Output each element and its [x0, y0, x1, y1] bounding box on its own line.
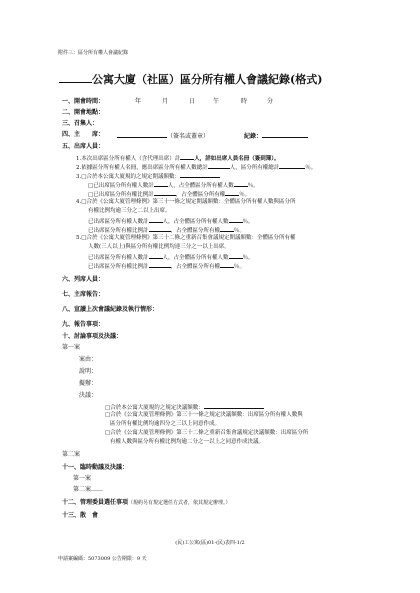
- t: □合於本公寓大廈規約之規定決議額數：: [105, 405, 204, 411]
- report-items-label: 九、報告事項：: [62, 321, 105, 328]
- resolution-option-2: □合於《公寓大廈管理條例》第三十一條之規定決議額數：出席區分所有權人數與: [105, 412, 303, 418]
- attendance-5b: [88, 261, 245, 271]
- resolution-option-3b: 有權人數與區分所有權比例均逾二分之一以上之同意作成決議。: [110, 439, 265, 445]
- meeting-time-label: 一、開會時間：: [62, 98, 105, 105]
- resolution-option-3: □合於《公寓大廈管理條例》第三十二條之重新召集會議規定決議額數：出席區分所: [105, 430, 309, 436]
- title-text: 公寓大廈（社區）區分所有權人會議紀錄(格式): [92, 73, 323, 86]
- document-title: [59, 71, 322, 87]
- blank: [149, 216, 163, 223]
- meeting-month: 月: [162, 98, 169, 105]
- committee-election-note: （規約另有規定選任方式者，依其規定辦理。）: [128, 500, 231, 506]
- t: ，占全體區分所有權: [170, 228, 221, 234]
- t: 已出席區分所有權比例計: [88, 228, 149, 234]
- extempore-case-2: 第二案……: [73, 486, 104, 493]
- building-name-blank: [59, 71, 92, 83]
- chairperson-blank: [117, 131, 167, 138]
- t: □已出席區分所有權人數計: [88, 183, 154, 189]
- t: □已出席區分所有權比例計: [88, 192, 154, 198]
- resolution-option-2b: 區分所有權比例均逾四分之三以上同意作成。: [110, 421, 221, 427]
- t: ％。: [239, 192, 251, 198]
- blank: [220, 225, 234, 232]
- recorder-label: 紀錄：: [244, 133, 263, 140]
- case-proposal-label: 擬辦：: [79, 380, 98, 387]
- t: ％。: [247, 183, 259, 189]
- recorder-field: [244, 131, 308, 141]
- sign-note: （簽名或蓋章）: [167, 133, 210, 140]
- attendance-line-4: 4.□合於《公寓大廈管理條例》第三十一條之規定開議額數：全體區分所有權人數與區分所: [76, 199, 296, 205]
- attendance-2-text-b: 人，區分所有權總計: [229, 165, 280, 171]
- blank: [234, 180, 248, 187]
- attendance-line-5: 5.□合於《公寓大廈管理條例》第三十二條之重新召集會議規定開議額數：全體區分所有權: [76, 235, 296, 241]
- chairperson-field: [117, 131, 209, 141]
- blank: [229, 252, 243, 259]
- extempore-motions-label: 十一、臨時動議及決議：: [62, 464, 129, 471]
- case-description-label: 說明：: [79, 368, 98, 375]
- convener-label: 三、召集人：: [62, 120, 99, 127]
- blank: [149, 261, 171, 268]
- committee-election: [62, 499, 231, 507]
- attachment-label: 附件三：區分所有權人會議紀錄: [58, 50, 129, 56]
- observers-label: 六、列席人員：: [62, 276, 105, 283]
- t: ％。: [234, 228, 246, 234]
- t: 人，占全體區分所有權人數: [162, 255, 229, 261]
- discussion-label: 十、討論事項及決議：: [62, 333, 123, 340]
- meeting-ampm: 午: [213, 98, 220, 105]
- blank: [225, 189, 239, 196]
- meeting-hour: 時: [241, 98, 248, 105]
- blank: [220, 261, 234, 268]
- attendance-line-4b: 有權比例均逾三分之二以上出席。: [88, 208, 171, 214]
- blank: [180, 153, 194, 160]
- chairperson-label: 四、主 席：: [62, 131, 105, 138]
- adjournment-label: 十三、散 會: [62, 512, 99, 519]
- t: ，占全體區分所有權: [175, 192, 226, 198]
- t: ％。: [242, 219, 254, 225]
- blank: [279, 162, 305, 169]
- t: ％。: [234, 264, 246, 270]
- case-1-label: 第一案: [62, 344, 81, 351]
- application-reference: 申請案編碼：5073009 公告期限：9 天: [58, 556, 147, 562]
- attendance-3-text: 3.□合於本公寓大廈規約之規定開議額數：: [76, 174, 180, 180]
- recorder-blank: [262, 131, 308, 138]
- blank: [154, 189, 176, 196]
- blank: [180, 171, 220, 178]
- t: 已出席區分所有權比例計: [88, 264, 149, 270]
- case-2-label: 第二案: [62, 451, 81, 458]
- attendance-2-text: 2.依據區分所有權人名冊，應出席區分所有權人數總計: [76, 165, 208, 171]
- t: 人，占全體區分所有權人數: [167, 183, 234, 189]
- meeting-year: 年: [135, 98, 142, 105]
- t: 已出席區分所有權人數計: [88, 219, 149, 225]
- meeting-day: 日: [189, 98, 196, 105]
- attendees-label: 五、出席人員：: [62, 143, 105, 150]
- t: ％。: [242, 255, 254, 261]
- previous-minutes-label: 八、宣讀上次會議紀錄及執行情形：: [62, 306, 159, 313]
- chair-report-label: 七、主席報告：: [62, 291, 105, 298]
- form-code: (民)工公寓(區)01-(民)表四-1/2: [175, 540, 245, 546]
- committee-election-label: 十二、管理委員選任事項: [62, 499, 129, 506]
- attendance-1-text: 1.本次出席區分所有權人（含代理出席）計: [76, 156, 181, 162]
- blank: [154, 180, 168, 187]
- case-topic-label: 案由：: [79, 356, 98, 363]
- t: 已出席區分所有權人數計: [88, 255, 149, 261]
- blank: [229, 216, 243, 223]
- t: ，占全體區分所有權: [170, 264, 221, 270]
- extempore-case-1: 第一案: [73, 475, 92, 482]
- blank: [149, 252, 163, 259]
- blank: [149, 225, 171, 232]
- meeting-place-label: 二、開會地點：: [62, 109, 105, 116]
- attendance-1-roster: 人，詳如出席人員名冊（簽到簿）。: [194, 156, 280, 162]
- blank: [208, 162, 230, 169]
- attendance-2-text-c: ％。: [305, 165, 317, 171]
- blank: [204, 402, 264, 409]
- meeting-minute: 分: [267, 98, 274, 105]
- case-resolution-label: 決議：: [79, 392, 98, 399]
- t: 人，占全體區分所有權人數: [162, 219, 229, 225]
- attendance-line-5b: 人數(三人以上)與區分所有權比例均達三分之一以上出席。: [88, 244, 230, 250]
